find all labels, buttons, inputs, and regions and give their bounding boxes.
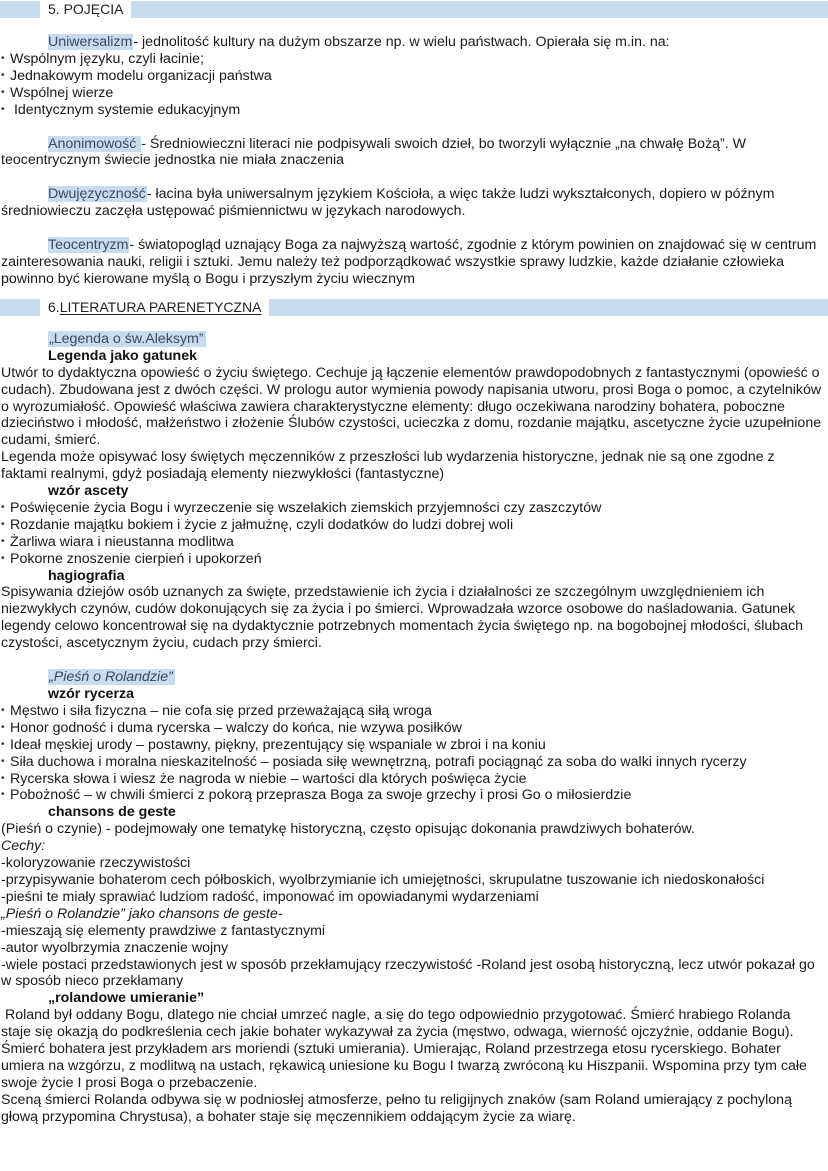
knight-bullets	[0, 703, 828, 804]
title-roland: „Pieśń o Rolandzie”	[49, 669, 173, 686]
section-5-heading: 5. POJĘCIA	[40, 1, 131, 18]
definition-teocentryzm	[0, 237, 828, 288]
term-dwujezycznosc: Dwujęzyczność	[48, 186, 146, 203]
subhead-hagiography: hagiografia	[48, 567, 125, 584]
list-item: • Jednakowym modelu organizacji państwa	[0, 68, 828, 85]
as-chansons-line: -autor wyolbrzymia znaczenie wojny	[1, 939, 229, 956]
list-item: • Męstwo i siła fizyczna – nie cofa się przed przeważającą siłą wroga	[0, 703, 828, 720]
term-teocentryzm: Teocentryzm	[48, 237, 129, 254]
dying-text-2: Sceną śmierci Rolanda odbywa się w podniosłej atmosferze, pełno tu religijnych znaków (sam Roland umierający z pochyloną głową przypomina Chrystusa), a bohater staje się męczennikiem oddającym życie za wiarę.	[1, 1091, 792, 1125]
list-item: • Siła duchowa i moralna nieskazitelność – posiada siłę wewnętrzną, potrafi pociągnąć za soba do walki innych rycerzy	[0, 754, 828, 771]
cechy-line: -koloryzowanie rzeczywistości	[1, 855, 191, 872]
cechy-label: Cechy:	[1, 838, 46, 855]
as-chansons-line: -mieszają się elementy prawdziwe z fantastycznymi	[1, 922, 326, 939]
definition-uniwersalizm-text: - jednolitość kultury na dużym obszarze np. w wielu państwach. Opierała się m.in. na:	[133, 34, 670, 50]
section-5-header-bar	[0, 1, 828, 18]
list-item: • Pobożność – w chwili śmierci z pokorą przeprasza Boga za swoje grzechy i prosi Go o miłosierdzie	[0, 787, 828, 804]
section-6-heading: 6.LITERATURA PARENETYCZNA	[40, 299, 269, 316]
as-chansons-line: -wiele postaci przedstawionych jest w sposób przekłamujący rzeczywistość -Roland jest osobą historyczną, lecz utwór pokazał go w sposób nieco przekłamany	[1, 956, 815, 990]
legenda-genre-text-1: Utwór to dydaktyczna opowieść o życiu świętego. Cechuje ją łączenie elementów prawdopodobnych z fantastycznymi (opowieść o cudach). Zbudowana jest z dwóch części. W prologu autor wymienia powody napisania utworu, prosi Boga o pomoc, a czytelników o wyrozumiałość. Opowieść właściwa zawiera charakterystyczne elementy: długo oczekiwana narodziny bohatera, poboczne dzieciństwo i młodość, małżeństwo i złożenie Ślubów czystości, ucieczka z domu, rozdanie majątku, ascetyczne życie uzupełnione cudami, śmierć.	[1, 364, 822, 449]
term-anonimowosc: Anonimowość	[48, 135, 141, 152]
list-item: • Rozdanie majątku bokiem i życie z jałmużnę, czyli dodatków do ludzi dobrej woli	[0, 517, 828, 534]
as-chansons-label: „Pieśń o Rolandzie” jako chansons de geste-	[1, 905, 283, 922]
title-legenda: „Legenda o św.Aleksym”	[49, 330, 204, 347]
section-6-header-bar	[0, 299, 828, 316]
subhead-legenda-genre: Legenda jako gatunek	[48, 347, 198, 364]
legenda-genre-text-2: Legenda może opisywać losy świętych męczenników z przeszłości lub wydarzenia historyczne, jednak nie są one zgodne z faktami realnymi, gdyż posiadają elementy niezwykłości (fantastyczne)	[1, 449, 775, 483]
list-item: • Wspólnym języku, czyli łacinie;	[0, 51, 828, 68]
subhead-ascetic-model: wzór ascety	[48, 483, 129, 500]
work-title-roland	[0, 669, 828, 686]
ascetic-bullets	[0, 500, 828, 568]
chansons-text: (Pieśń o czynie) - podejmowały one tematykę historyczną, często opisując dokonania prawdziwych bohaterów.	[1, 821, 695, 838]
cechy-line: -przypisywanie bohaterom cech półboskich, wyolbrzymianie ich umiejętności, skrupulatne tuszowanie ich niedoskonałości	[1, 871, 765, 888]
uniwersalizm-bullets	[0, 51, 828, 119]
hagiography-text: Spisywania dziejów osób uznanych za święte, przedstawienie ich życia i działalności ze szczególnym uwzględnieniem ich niezwykłych czynów, cudów dokonujących się za życia i po śmierci. Wprowadzała wzorce osobowe do naśladowania. Gatunek legendy celowo koncentrował się na dydaktycznie potrzebnych momentach życia świętego np. na bogobojnej młodości, ślubach czystości, ascetycznym życiu, cudach przy śmierci.	[1, 584, 804, 652]
definition-uniwersalizm	[0, 34, 828, 51]
list-item: • Pokorne znoszenie cierpień i upokorzeń	[0, 551, 828, 568]
list-item: • Ideał męskiej urody – postawny, piękny, prezentujący się wspaniale w zbroi i na koniu	[0, 737, 828, 754]
list-item: • Żarliwa wiara i nieustanna modlitwa	[0, 534, 828, 551]
section-6-heading-underlined: LITERATURA PARENETYCZNA	[59, 298, 262, 315]
list-item: • Rycerska słowa i wiesz że nagroda w niebie – wartości dla których poświęca życie	[0, 771, 828, 788]
dying-text-1: Roland był oddany Bogu, dlatego nie chciał umrzeć nagle, a się do tego odpowiednio przygotować. Śmierć hrabiego Rolanda staje się okazją do podkreślenia cech jakie bohater wykazywał za życia (męstwo, odwaga, wierność ojczyźnie, oddanie Bogu). Śmierć bohatera jest przykładem ars moriendi (sztuki umierania). Umierając, Roland przestrzega etosu rycerskiego. Bohater umiera na wzgórzu, z modlitwą na ustach, rękawicą uniesione ku Bogu I twarzą zwróconą ku Hiszpanii. Wspomina przy tym całe swoje życie I prosi Boga o przebaczenie.	[1, 1007, 811, 1091]
work-title-legenda	[0, 331, 828, 348]
subhead-chansons: chansons de geste	[48, 804, 176, 821]
definition-anonimowosc	[0, 136, 828, 170]
definition-anonimowosc-text: - Średniowieczni literaci nie podpisywali swoich dzieł, bo tworzyli wyłącznie „na chwałę Bożą”. W teocentrycznym świecie jednostka nie miała znaczenia	[1, 135, 747, 169]
list-item: • Wspólnej wierze	[0, 85, 828, 102]
list-item: • Identycznym systemie edukacyjnym	[0, 102, 828, 119]
term-uniwersalizm: Uniwersalizm	[48, 34, 133, 50]
definition-dwujezycznosc-text: - łacina była uniwersalnym językiem Kościoła, a więc także ludzi wykształconych, dopiero w późnym średniowieczu zaczęła ustępować piśmiennictwu w językach narodowych.	[1, 186, 775, 220]
list-item: • Poświęcenie życia Bogu i wyrzeczenie się wszelakich ziemskich przyjemności czy zaszczytów	[0, 500, 828, 517]
definition-teocentryzm-text: - światopogląd uznający Boga za najwyższą wartość, zgodnie z którym powinien on znajdować się w centrum zainteresowania nauki, religii i sztuki. Jemu należy też podporządkować wszystkie sprawy ludzkie, każde działanie człowieka powinno być kierowane myślą o Bogu i przyszłym życiu wiecznym	[1, 237, 817, 287]
definition-dwujezycznosc	[0, 186, 828, 220]
subhead-rolandian-dying: „rolandowe umieranie”	[48, 990, 205, 1007]
cechy-line: -pieśni te miały sprawiać ludziom radość, imponować im opowiadanymi wydarzeniami	[1, 888, 539, 905]
list-item: • Honor godność i duma rycerska – walczy do końca, nie wzywa posiłków	[0, 720, 828, 737]
subhead-knight-model: wzór rycerza	[48, 686, 134, 702]
